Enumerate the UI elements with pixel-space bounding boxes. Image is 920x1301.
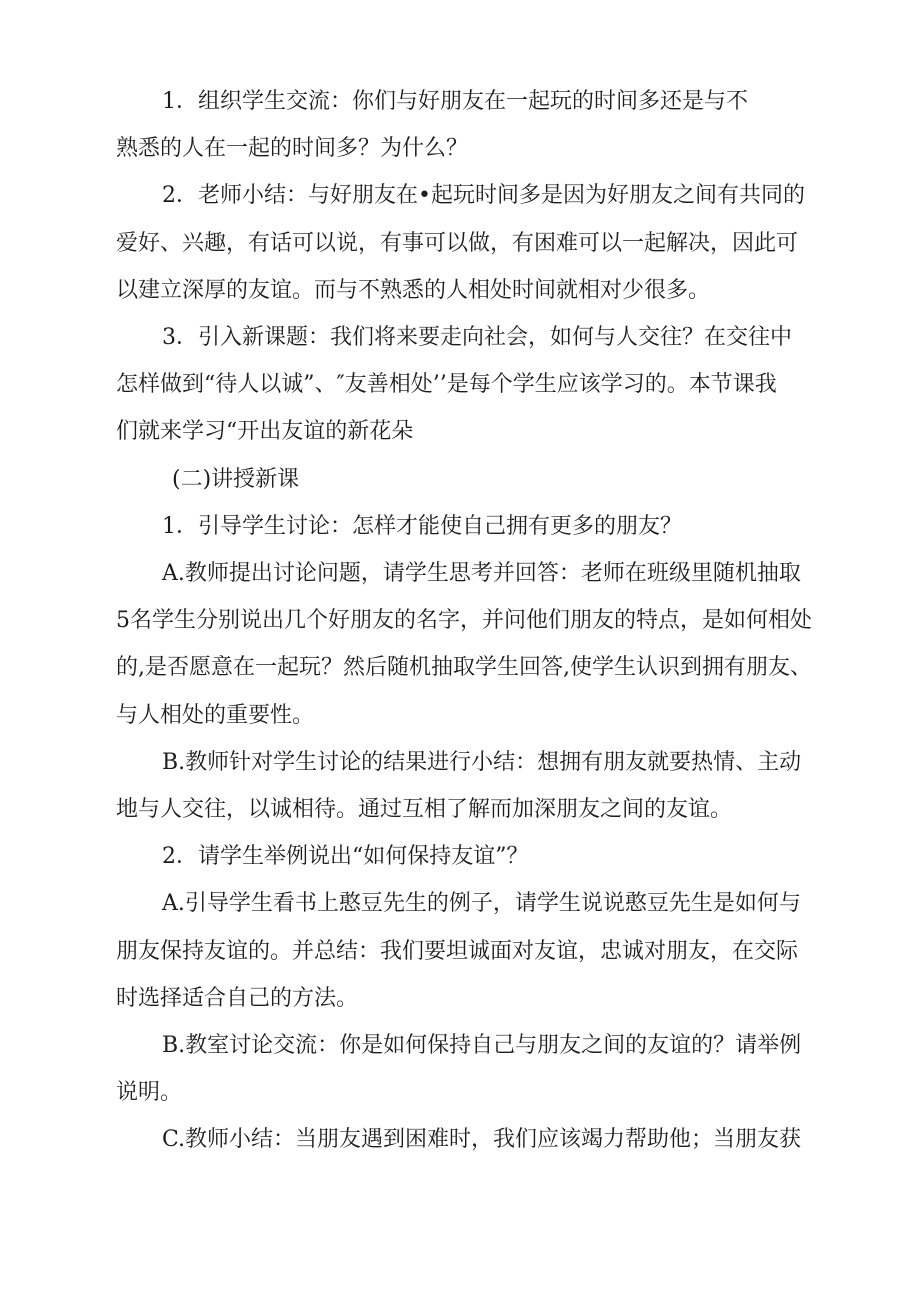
text-line: B.教师针对学生讨论的结果进行小结：想拥有朋友就要热情、主动 — [162, 749, 802, 775]
document-body — [116, 78, 836, 1164]
section-heading-text: (二)讲授新课 — [172, 466, 300, 492]
paragraph-6 — [116, 550, 836, 739]
text-line: 2．请学生举例说出“如何保持友谊”？ — [162, 844, 529, 870]
paragraph-7 — [116, 739, 836, 833]
text-line: B.教室讨论交流：你是如何保持自己与朋友之间的友谊的？请举例 — [162, 1033, 802, 1059]
text-line: 3．引入新课题：我们将来要走向社会，如何与人交往？在交往中 — [162, 325, 792, 351]
text-line: 2．老师小结：与好朋友在•起玩时间多是因为好朋友之间有共同的 — [162, 183, 805, 209]
text-line: 5名学生分别说出几个好朋友的名字，并问他们朋友的特点，是如何相处 — [116, 608, 812, 634]
text-line: 的,是否愿意在一起玩？然后随机抽取学生回答,使学生认识到拥有朋友、 — [116, 655, 812, 681]
paragraph-3 — [116, 314, 836, 456]
text-line: 与人相处的重要性。 — [116, 702, 315, 728]
text-line: 们就来学习“开出友谊的新花朵 — [116, 419, 414, 445]
paragraph-1 — [116, 78, 836, 172]
text-line: A.教师提出讨论问题，请学生思考并回答：老师在班级里随机抽取 — [162, 561, 801, 587]
text-line: 熟悉的人在一起的时间多？为什么？ — [116, 136, 469, 162]
paragraph-8 — [116, 833, 836, 880]
text-line: 爱好、兴趣，有话可以说，有事可以做，有困难可以一起解决，因此可 — [116, 230, 799, 256]
paragraph-5 — [116, 503, 836, 550]
section-heading — [116, 456, 836, 503]
text-line: A.引导学生看书上憨豆先生的例子，请学生说说憨豆先生是如何与 — [162, 891, 801, 917]
text-line: 朋友保持友谊的。并总结：我们要坦诚面对友谊，忠诚对朋友，在交际 — [116, 938, 799, 964]
text-line: 怎样做到“待人以诚”、″友善相处’’是每个学生应该学习的。本节课我 — [116, 372, 777, 398]
paragraph-2 — [116, 172, 836, 314]
text-line: 以建立深厚的友谊。而与不熟悉的人相处时间就相对少很多。 — [116, 277, 711, 303]
text-line: C.教师小结：当朋友遇到困难时，我们应该竭力帮助他；当朋友获 — [162, 1127, 802, 1153]
paragraph-9 — [116, 880, 836, 1022]
text-line: 地与人交往，以诚相待。通过互相了解而加深朋友之间的友谊。 — [116, 797, 733, 823]
text-line: 说明。 — [116, 1080, 183, 1106]
text-line: 1．引导学生讨论：怎样才能使自己拥有更多的朋友？ — [162, 513, 682, 539]
paragraph-11 — [116, 1116, 836, 1163]
text-line: 时选择适合自己的方法。 — [116, 985, 359, 1011]
paragraph-10 — [116, 1022, 836, 1116]
text-line: 1．组织学生交流：你们与好朋友在一起玩的时间多还是与不 — [162, 89, 748, 114]
